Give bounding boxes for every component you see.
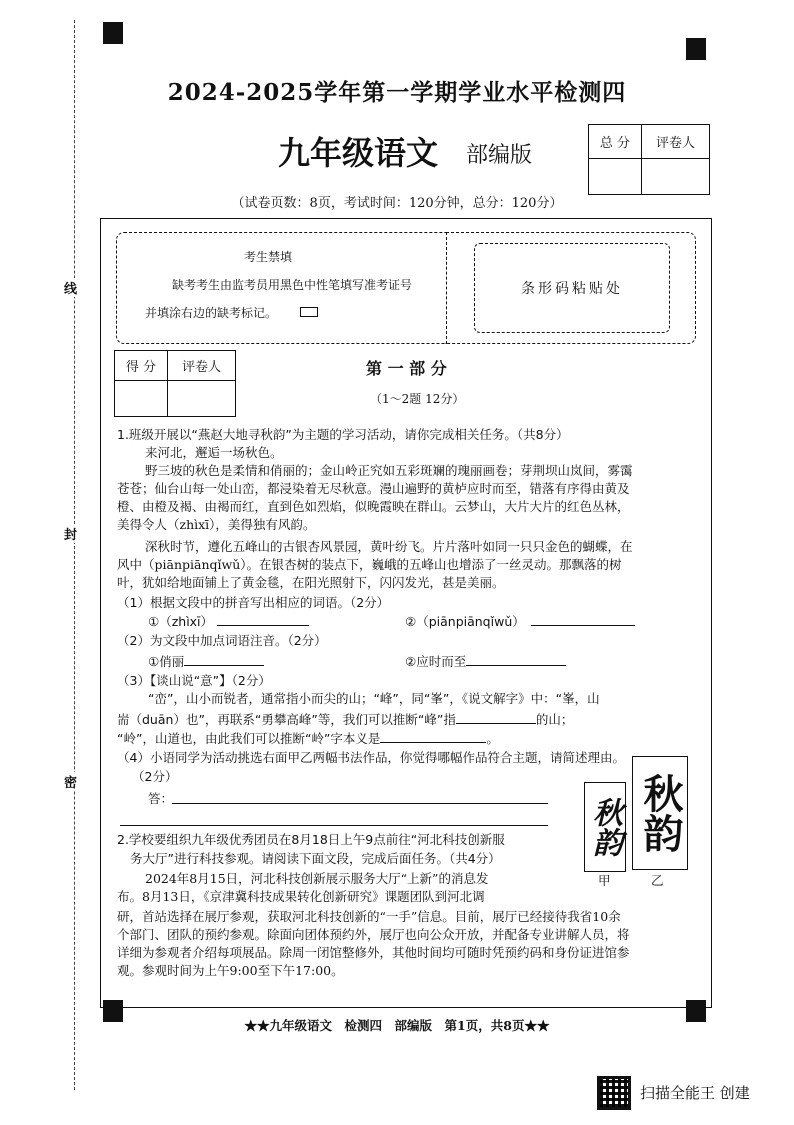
answer-blank[interactable]	[217, 612, 309, 626]
q1-paragraph: 风中（piānpiānqǐwǔ）。在银杏树的装点下，巍峨的五峰山也增添了一丝灵动。那飘落的树	[117, 557, 622, 572]
q1-paragraph: 来河北，邂逅一场秋色。	[145, 445, 283, 460]
q1-paragraph: 苍苍；仙台山每一处山峦，都浸染着无尽秋意。漫山遍野的黄栌应时而至，错落有序得由黄及	[117, 481, 630, 496]
q1-sub1-b-label: ②（piānpiānqǐwǔ）	[405, 614, 525, 629]
binding-char-mi: 密	[64, 772, 77, 791]
calligraphy-jia-label: 甲	[598, 873, 611, 888]
binding-char-feng: 封	[64, 524, 77, 543]
corner-marker	[103, 22, 123, 44]
section-range: （1～2题 12分）	[370, 392, 465, 406]
answer-line[interactable]	[120, 825, 548, 826]
q1-paragraph: 野三坡的秋色是柔情和俏丽的；金山岭正究如五彩斑斓的瑰丽画卷；芽荆坝山岚间，雾霭	[145, 463, 633, 478]
notice-line2: 并填涂右边的缺考标记。	[145, 306, 278, 320]
q1-sub3-line3-text: “岭”，山道也，由此我们可以推断“岭”字本义是	[117, 731, 381, 746]
q1-sub4-line2: （2分）	[132, 769, 178, 784]
q1-paragraph: 美得令人（zhìxī），美得独有风韵。	[117, 517, 316, 532]
notice-line1: 缺考考生由监考员用黑色中性笔填写准考证号	[172, 278, 413, 292]
q1-sub2-a-label: ①俏丽	[148, 654, 185, 669]
answer-blank[interactable]	[531, 612, 635, 626]
q1-sub2-a	[148, 652, 264, 671]
exam-info: （试卷页数：8页，考试时间：120分钟，总分：120分）	[231, 196, 563, 211]
q1-sub1-b	[405, 612, 635, 631]
page-footer: ★★九年级语文 检测四 部编版 第1页，共8页★★	[244, 1018, 550, 1033]
q2-stem-line2: 务大厅”进行科技参观。请阅读下面文段，完成后面任务。（共4分）	[130, 851, 501, 866]
q1-sub1: （1）根据文段中的拼音写出相应的词语。（2分）	[117, 595, 390, 610]
answer-blank[interactable]	[184, 652, 264, 666]
grader-header: 评卷人	[641, 125, 709, 159]
q1-sub3: （3）【谈山说“意”】（2分）	[117, 673, 271, 688]
exam-edition: 部编版	[466, 143, 533, 168]
q1-sub3-line1: “峦”，山小而锐者，通常指小而尖的山；“峰”，同“峯”，《说文解字》中：“峯，山	[148, 691, 600, 706]
answer-blank[interactable]	[456, 710, 536, 724]
answer-blank[interactable]	[380, 729, 486, 743]
calligraphy-jia-image: 秋韵	[584, 782, 626, 872]
binding-line	[74, 20, 75, 1090]
section-grader-header: 评卷人	[167, 351, 235, 381]
q1-sub2-b	[405, 652, 566, 671]
grader-cell[interactable]	[641, 159, 709, 195]
section-grader-cell[interactable]	[167, 381, 235, 417]
q1-sub4-line1: （4）小语同学为活动挑选右面甲乙两幅书法作品，你觉得哪幅作品符合主题，请简述理由。	[117, 750, 625, 765]
q1-stem: 1.班级开展以“燕赵大地寻秋韵”为主题的学习活动，请你完成相关任务。（共8分）	[117, 427, 569, 442]
q1-paragraph: 橙、由橙及褐、由褐而红，直到色如烈焰，似晚霞映在群山。云梦山，大片大片的红色丛林，	[117, 499, 630, 514]
q2-paragraph: 个部门、团队的预约参观。除面向团体预约外，展厅也向公众开放，并配备专业讲解人员，将	[117, 927, 630, 942]
scanner-watermark: 扫描全能王 创建	[640, 1084, 750, 1102]
q2-paragraph: 详细为参观者介绍每项展品。除周一闭馆整修外，其他时间均可随时凭预约码和身份证进馆参	[117, 945, 630, 960]
q2-paragraph: 研，首站选择在展厅参观，获取河北科技创新的“一手”信息。目前，展厅已经接待我省10余	[117, 909, 621, 924]
q1-sub2: （2）为文段中加点词语注音。（2分）	[117, 633, 327, 648]
q1-paragraph: 深秋时节，遵化五峰山的古银杏风景园，黄叶纷飞。片片落叶如同一只只金色的蝴蝶，在	[145, 539, 633, 554]
notice-heading: 考生禁填	[244, 250, 293, 264]
total-score-cell[interactable]	[589, 159, 642, 195]
corner-marker	[686, 38, 706, 60]
q2-stem-line1: 2.学校要组织九年级优秀团员在8月18日上午9点前往“河北科技创新服	[117, 832, 505, 847]
q1-sub3-line3	[117, 729, 499, 748]
answer-line[interactable]	[172, 803, 548, 804]
q1-sub3-line2	[117, 710, 573, 729]
section-score-table	[114, 350, 236, 417]
exam-title: 2024-2025学年第一学期学业水平检测四	[167, 79, 627, 106]
calligraphy-yi-label: 乙	[651, 873, 664, 888]
q2-paragraph: 2024年8月15日，河北科技创新展示服务大厅“上新”的消息发	[145, 871, 489, 886]
q1-sub2-b-label: ②应时而至	[405, 654, 467, 669]
q1-sub3-line2-text: 耑（duān）也”，再联系“勇攀高峰”等，我们可以推断“峰”指	[117, 712, 456, 727]
total-score-table	[588, 124, 710, 195]
q1-sub1-a-label: ①（zhìxī）	[148, 614, 214, 629]
barcode-label: 条形码粘贴处	[474, 243, 670, 333]
section-score-cell[interactable]	[115, 381, 168, 417]
answer-label: 答：	[148, 791, 174, 806]
total-score-header: 总 分	[589, 125, 642, 159]
q2-paragraph: 观。参观时间为上午9:00至下午17:00。	[117, 963, 344, 978]
q1-sub3-line2-end: 的山；	[535, 712, 574, 727]
binding-char-xian: 线	[64, 278, 77, 297]
q1-sub3-line3-end: 。	[486, 731, 499, 746]
exam-subject: 九年级语文	[278, 134, 439, 172]
q1-paragraph: 叶，犹如给地面铺上了黄金毯，在阳光照射下，闪闪发光，甚是美丽。	[117, 575, 505, 590]
section-score-header: 得 分	[115, 351, 168, 381]
answer-blank[interactable]	[466, 652, 566, 666]
q1-sub1-a	[148, 612, 309, 631]
q2-paragraph: 布。8月13日，《京津冀科技成果转化创新研究》课题团队到河北调	[117, 889, 485, 904]
absent-mark-checkbox[interactable]	[300, 307, 318, 317]
qr-code-icon	[597, 1076, 631, 1110]
calligraphy-yi-image: 秋韵	[632, 756, 688, 870]
section-title: 第 一 部 分	[366, 359, 447, 378]
